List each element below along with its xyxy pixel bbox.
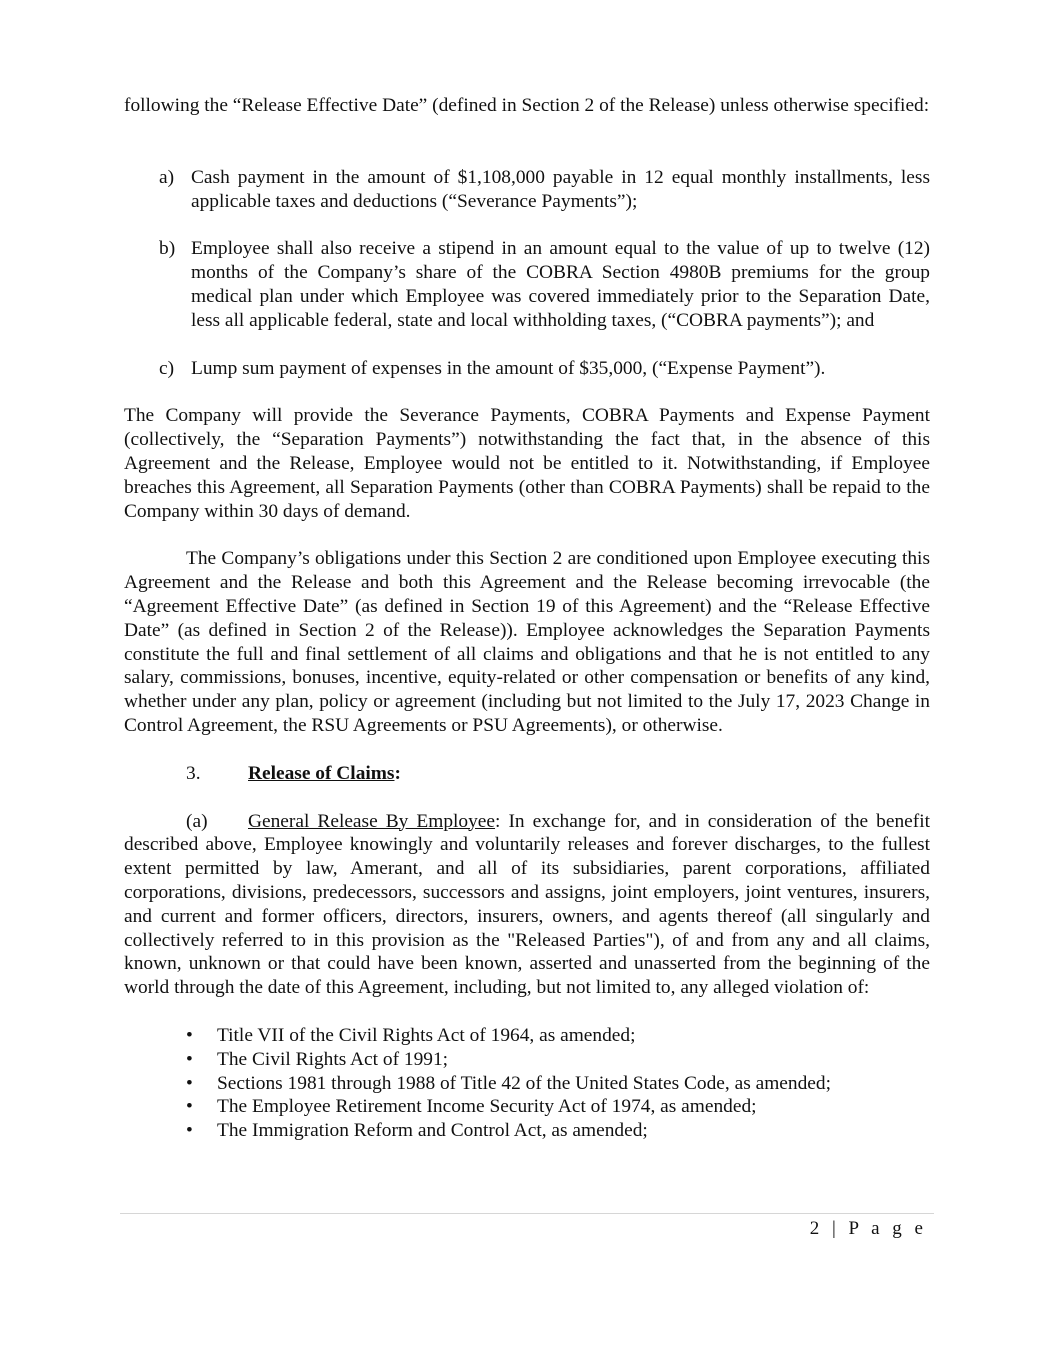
list-item <box>124 1024 930 1048</box>
statute-text: Sections 1981 through 1988 of Title 42 of the United States Code, as amended; <box>217 1072 831 1094</box>
statute-text: The Employee Retirement Income Security Act of 1974, as amended; <box>217 1096 757 1118</box>
bullet-icon: • <box>186 1024 193 1046</box>
release-paragraph <box>124 810 930 1000</box>
payments-list <box>124 166 930 381</box>
subsection-heading: General Release By Employee <box>248 810 496 832</box>
section-title: Release of Claims <box>248 762 395 784</box>
release-text: : In exchange for, and in consideration of the benefit described above, Employee knowingly and voluntarily releases and forever discharges, to the fullest extent permitted by law, Amerant, and all of its subsidiaries, parent corporations, affiliated corporations, divisions, predecessors, successors and assigns, joint employers, joint ventures, insurers, and current and former officers, directors, insurers, owners, and agents thereof (all singularly and collectively referred to in this provision as the "Released Parties"), of and from any and all claims, known, unknown or that could have been known, asserted and unasserted from the beginning of the world through the date of this Agreement, including, but not limited to, any alleged violation of: <box>124 810 930 999</box>
document-page <box>124 94 930 1143</box>
payment-text: Employee shall also receive a stipend in an amount equal to the value of up to twelve (12) months of the Company’s share of the COBRA Section 4980B premiums for the group medical plan under which Employee was covered immediately prior to the Separation Date, less all applicable federal, state and local withholding taxes, (“COBRA payments”); and <box>191 238 930 331</box>
list-item <box>124 1119 930 1143</box>
section-number: 3. <box>186 762 201 784</box>
bullet-icon: • <box>186 1048 193 1070</box>
bullet-icon: • <box>186 1120 193 1142</box>
statute-text: Title VII of the Civil Rights Act of 1964, as amended; <box>217 1024 636 1046</box>
statutes-list <box>124 1024 930 1143</box>
section-3-heading <box>124 762 930 786</box>
section-colon: : <box>394 762 401 784</box>
payment-item-c <box>124 357 930 381</box>
subsection-label: (a) <box>186 810 208 832</box>
list-marker: b) <box>159 238 176 260</box>
footer-divider <box>120 1213 934 1214</box>
list-item <box>124 1048 930 1072</box>
payment-item-b <box>124 237 930 332</box>
list-item <box>124 1072 930 1096</box>
statute-text: The Immigration Reform and Control Act, as amended; <box>217 1120 648 1142</box>
page-number: 2 | P a g e <box>809 1218 927 1239</box>
obligations-paragraph: The Company’s obligations under this Section 2 are conditioned upon Employee executing this Agreement and the Release and both this Agreement and the Release becoming irrevocable (the “Agreement Effective Date” (as defined in Section 19 of this Agreement) and the “Release Effective Date” (as defined in Section 2 of the Release)). Employee acknowledges the Separation Payments constitute the full and final settlement of all claims and obligations and that he is not entitled to any salary, commissions, bonuses, incentive, equity-related or other compensation or benefits of any kind, whether under any plan, policy or agreement (including but not limited to the July 17, 2023 Change in Control Agreement, the RSU Agreements or PSU Agreements), or otherwise. <box>124 548 930 736</box>
payment-item-a <box>124 166 930 214</box>
statute-text: The Civil Rights Act of 1991; <box>217 1048 449 1070</box>
payment-text: Lump sum payment of expenses in the amount of $35,000, (“Expense Payment”). <box>191 357 826 379</box>
bullet-icon: • <box>186 1072 193 1094</box>
list-item <box>124 1095 930 1119</box>
list-marker: a) <box>159 166 175 188</box>
separation-paragraph: The Company will provide the Severance Payments, COBRA Payments and Expense Payment (collectively, the “Separation Payments”) notwithstanding the fact that, in the absence of this Agreement and the Release, Employee would not be entitled to it. Notwithstanding, if Employee breaches this Agreement, all Separation Payments (other than COBRA Payments) shall be repaid to the Company within 30 days of demand. <box>124 405 930 522</box>
list-marker: c) <box>159 357 175 379</box>
bullet-icon: • <box>186 1096 193 1118</box>
payment-text: Cash payment in the amount of $1,108,000 payable in 12 equal monthly installments, less applicable taxes and deductions (“Severance Payments”); <box>191 166 930 212</box>
intro-paragraph: following the “Release Effective Date” (defined in Section 2 of the Release) unless otherwise specified: <box>124 95 930 116</box>
